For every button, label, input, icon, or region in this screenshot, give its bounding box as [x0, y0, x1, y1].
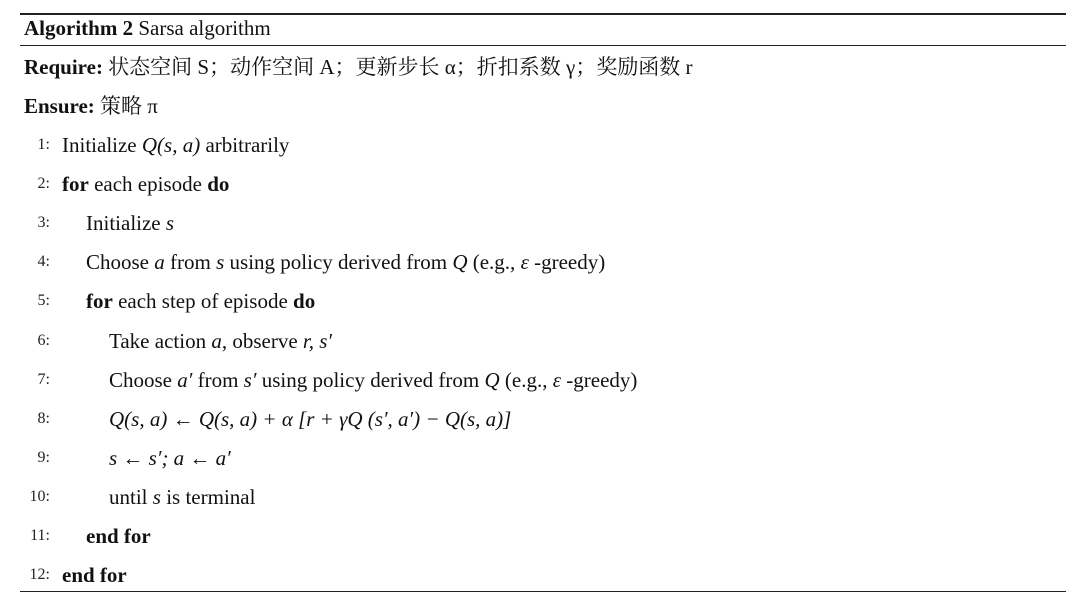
line-content — [109, 443, 231, 473]
line-text: Choose — [109, 368, 178, 392]
header-rule — [20, 45, 1066, 46]
line-text: using policy derived from — [224, 250, 453, 274]
line-text: (e.g., — [499, 368, 553, 392]
line-text: Initialize — [62, 133, 142, 157]
line-text: Initialize — [86, 211, 166, 235]
line-number: 1: — [37, 136, 50, 153]
math-symbol: s — [216, 250, 225, 274]
algorithm-line — [0, 169, 1060, 199]
keyword: end for — [62, 563, 127, 587]
require-line — [24, 52, 693, 82]
line-number: 10: — [29, 488, 50, 505]
require-text: 状态空间 S；动作空间 A；更新步长 α；折扣系数 γ；奖励函数 r — [108, 55, 693, 79]
math-symbol: a — [154, 250, 165, 274]
ensure-line — [24, 91, 158, 121]
math-symbol: ε — [552, 368, 562, 392]
algorithm-line — [0, 286, 1060, 316]
keyword: end for — [86, 524, 151, 548]
algorithm-line — [0, 560, 1060, 590]
keyword: do — [293, 289, 316, 313]
line-number: 6: — [37, 332, 50, 349]
algorithm-line — [0, 208, 1060, 238]
ensure-label: Ensure: — [24, 94, 95, 118]
line-number: 11: — [30, 527, 50, 544]
math-symbol: ε — [520, 250, 529, 274]
math-symbol: s — [165, 211, 175, 235]
line-content — [86, 247, 605, 277]
line-content — [62, 169, 229, 199]
algorithm-line — [0, 521, 1060, 551]
line-text: using policy derived from — [256, 368, 485, 392]
line-number: 9: — [37, 449, 50, 466]
math-symbol: Q — [452, 250, 468, 274]
line-number: 7: — [37, 371, 50, 388]
math-symbol: r, s′ — [302, 329, 333, 353]
algorithm-label: Algorithm 2 — [24, 16, 134, 40]
keyword: for — [62, 172, 89, 196]
line-number: 2: — [37, 175, 50, 192]
algorithm-line — [0, 443, 1060, 473]
line-text: from — [192, 368, 244, 392]
line-content — [109, 365, 637, 395]
math-symbol: s′ — [243, 368, 257, 392]
line-content — [86, 208, 174, 238]
bottom-rule — [20, 591, 1066, 592]
algorithm-name: Sarsa algorithm — [138, 16, 271, 40]
line-text: , observe — [221, 329, 303, 353]
line-text: Choose — [86, 250, 155, 274]
line-text: each episode — [88, 172, 208, 196]
line-content — [109, 482, 255, 512]
line-text: (e.g., — [467, 250, 521, 274]
algorithm-title — [24, 13, 271, 43]
line-content — [109, 326, 332, 356]
line-text: -greedy) — [528, 250, 606, 274]
math-symbol: s ← s′; a ← a′ — [109, 446, 231, 470]
line-text: until — [109, 485, 153, 509]
math-symbol: Q(s, a) ← Q(s, a) + α [r + γQ (s′, a′) − Q(s, a)] — [109, 407, 512, 431]
keyword: do — [207, 172, 230, 196]
math-symbol: s — [152, 485, 161, 509]
line-text: is terminal — [160, 485, 256, 509]
keyword: for — [86, 289, 113, 313]
math-symbol: Q(s, a) — [141, 133, 201, 157]
algorithm-line — [0, 130, 1060, 160]
algorithm-line — [0, 482, 1060, 512]
math-symbol: a′ — [177, 368, 193, 392]
line-content — [62, 130, 289, 160]
math-symbol: a — [211, 329, 222, 353]
line-text: Take action — [109, 329, 212, 353]
line-number: 4: — [37, 253, 50, 270]
line-text: -greedy) — [561, 368, 638, 392]
ensure-text: 策略 π — [100, 94, 158, 118]
line-content — [109, 404, 511, 434]
line-content — [62, 560, 127, 590]
line-content — [86, 286, 315, 316]
line-number: 8: — [37, 410, 50, 427]
line-text: each step of episode — [112, 289, 294, 313]
math-symbol: Q — [484, 368, 500, 392]
algorithm-line — [0, 404, 1060, 434]
line-number: 12: — [29, 566, 50, 583]
require-label: Require: — [24, 55, 103, 79]
algorithm-line — [0, 326, 1060, 356]
line-content — [86, 521, 151, 551]
line-number: 3: — [37, 214, 50, 231]
line-text: arbitrarily — [200, 133, 290, 157]
line-number: 5: — [37, 292, 50, 309]
algorithm-line — [0, 247, 1060, 277]
line-text: from — [164, 250, 217, 274]
algorithm-line — [0, 365, 1060, 395]
